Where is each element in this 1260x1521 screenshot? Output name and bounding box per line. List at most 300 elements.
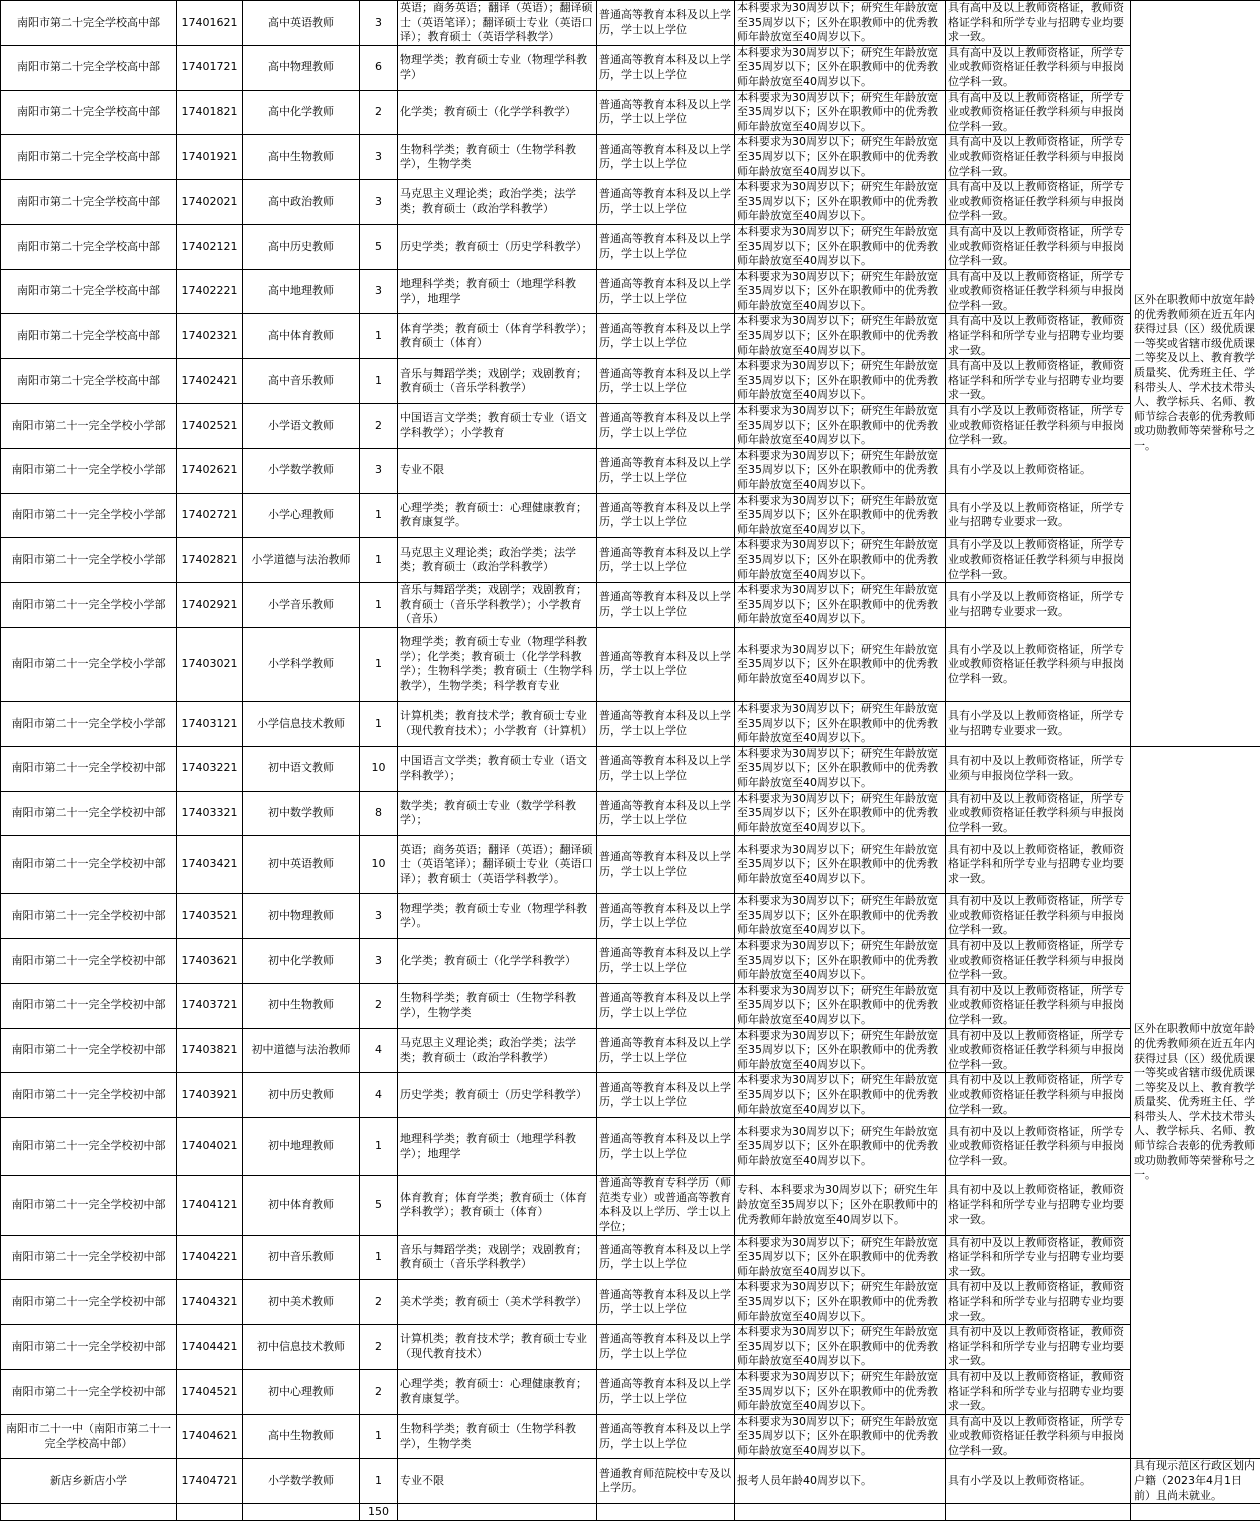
unit-name: 南阳市第二十完全学校高中部 (1, 90, 177, 135)
certificate-requirement: 具有高中及以上教师资格证，所学专业或教师资格证任教学科须与申报岗位学科一致。 (946, 269, 1131, 314)
post-name: 高中生物教师 (243, 135, 360, 180)
headcount: 3 (360, 269, 398, 314)
certificate-requirement: 具有初中及以上教师资格证，所学专业或教师资格证任教学科须与申报岗位学科一致。 (946, 939, 1131, 984)
post-code: 17403721 (177, 983, 243, 1028)
table-row (1, 701, 1260, 746)
post-name: 初中道德与法治教师 (243, 1028, 360, 1073)
age-requirement: 本科要求为30周岁以下；研究生年龄放宽至35周岁以下；区外在职教师中的优秀教师年龄放宽至40周岁以下。 (735, 538, 946, 583)
certificate-requirement: 具有初中及以上教师资格证，教师资格证学科和所学专业与招聘专业均要求一致。 (946, 1235, 1131, 1280)
age-requirement: 本科要求为30周岁以下；研究生年龄放宽至35周岁以下；区外在职教师中的优秀教师年龄放宽至40周岁以下。 (735, 493, 946, 538)
table-row (1, 1235, 1260, 1280)
education-requirement: 普通高等教育本科及以上学历，学士以上学位 (597, 269, 735, 314)
table-row (1, 1, 1260, 46)
post-code: 17402721 (177, 493, 243, 538)
age-requirement: 本科要求为30周岁以下；研究生年龄放宽至35周岁以下；区外在职教师中的优秀教师年龄放宽至40周岁以下。 (735, 1369, 946, 1414)
table-row (1, 45, 1260, 90)
table-row (1, 448, 1260, 493)
unit-name: 南阳市第二十一完全学校小学部 (1, 493, 177, 538)
major-requirement: 英语；商务英语；翻译（英语）；翻译硕士（英语笔译）；翻译硕士专业（英语口译）；教育硕士（英语学科教学） (398, 1, 597, 46)
certificate-requirement: 具有小学及以上教师资格证，所学专业与招聘专业要求一致。 (946, 583, 1131, 628)
education-requirement: 普通高等教育本科及以上学历，学士以上学位 (597, 791, 735, 836)
age-requirement: 本科要求为30周岁以下；研究生年龄放宽至35周岁以下；区外在职教师中的优秀教师年龄放宽至40周岁以下。 (735, 359, 946, 404)
headcount: 2 (360, 90, 398, 135)
note-group-2: 区外在职教师中放宽年龄的优秀教师须在近五年内获得过县（区）级优质课一等奖或省辖市级优质课二等奖及以上、教育教学质量奖、优秀班主任、学科带头人、学术技术带头人、教学标兵、名师、教师节综合表彰的优秀教师或功勋教师等荣誉称号之一。 (1131, 746, 1260, 1459)
education-requirement: 普通高等教育本科及以上学历，学士以上学位 (597, 1118, 735, 1176)
empty-cell (1, 1504, 177, 1521)
post-name: 高中化学教师 (243, 90, 360, 135)
post-name: 初中生物教师 (243, 983, 360, 1028)
table-row (1, 493, 1260, 538)
post-name: 初中化学教师 (243, 939, 360, 984)
major-requirement: 物理学类；教育硕士专业（物理学科教学）；化学类；教育硕士（化学学科教学）；生物科学类；教育硕士（生物学科教学），生物学类；科学教育专业 (398, 627, 597, 701)
major-requirement: 生物科学类；教育硕士（生物学科教学），生物学类 (398, 983, 597, 1028)
age-requirement: 本科要求为30周岁以下；研究生年龄放宽至35周岁以下；区外在职教师中的优秀教师年龄放宽至40周岁以下。 (735, 894, 946, 939)
post-name: 初中历史教师 (243, 1073, 360, 1118)
post-name: 高中地理教师 (243, 269, 360, 314)
education-requirement: 普通高等教育本科及以上学历，学士以上学位 (597, 45, 735, 90)
total-row (1, 1504, 1260, 1521)
major-requirement: 音乐与舞蹈学类；戏剧学；戏剧教育；教育硕士（音乐学科教学） (398, 1235, 597, 1280)
certificate-requirement: 具有初中及以上教师资格证，所学专业或教师资格证任教学科须与申报岗位学科一致。 (946, 1118, 1131, 1176)
major-requirement: 历史学类；教育硕士（历史学科教学） (398, 1073, 597, 1118)
age-requirement: 本科要求为30周岁以下；研究生年龄放宽至35周岁以下；区外在职教师中的优秀教师年龄放宽至40周岁以下。 (735, 791, 946, 836)
post-code: 17402121 (177, 224, 243, 269)
headcount: 1 (360, 1459, 398, 1504)
headcount: 1 (360, 1414, 398, 1459)
unit-name: 南阳市第二十一完全学校初中部 (1, 983, 177, 1028)
age-requirement: 本科要求为30周岁以下；研究生年龄放宽至35周岁以下；区外在职教师中的优秀教师年龄放宽至40周岁以下。 (735, 583, 946, 628)
age-requirement: 本科要求为30周岁以下；研究生年龄放宽至35周岁以下；区外在职教师中的优秀教师年龄放宽至40周岁以下。 (735, 836, 946, 894)
headcount: 2 (360, 1280, 398, 1325)
certificate-requirement: 具有初中及以上教师资格证，教师资格证学科和所学专业与招聘专业均要求一致。 (946, 836, 1131, 894)
certificate-requirement: 具有小学及以上教师资格证，所学专业或教师资格证任教学科须与申报岗位学科一致。 (946, 538, 1131, 583)
table-row (1, 1325, 1260, 1370)
education-requirement: 普通高等教育本科及以上学历，学士以上学位 (597, 983, 735, 1028)
headcount: 1 (360, 538, 398, 583)
post-name: 小学心理教师 (243, 493, 360, 538)
table-row (1, 836, 1260, 894)
table-row (1, 894, 1260, 939)
table-row (1, 180, 1260, 225)
empty-cell (735, 1504, 946, 1521)
post-code: 17403121 (177, 701, 243, 746)
age-requirement: 本科要求为30周岁以下；研究生年龄放宽至35周岁以下；区外在职教师中的优秀教师年龄放宽至40周岁以下。 (735, 983, 946, 1028)
post-code: 17404321 (177, 1280, 243, 1325)
table-row (1, 1118, 1260, 1176)
table-row (1, 1459, 1260, 1504)
table-row (1, 359, 1260, 404)
age-requirement: 本科要求为30周岁以下；研究生年龄放宽至35周岁以下；区外在职教师中的优秀教师年龄放宽至40周岁以下。 (735, 135, 946, 180)
table-row (1, 1176, 1260, 1235)
headcount: 10 (360, 836, 398, 894)
unit-name: 南阳市第二十一完全学校小学部 (1, 583, 177, 628)
major-requirement: 数学类；教育硕士专业（数学学科教学）； (398, 791, 597, 836)
unit-name: 南阳市第二十一完全学校小学部 (1, 701, 177, 746)
headcount: 3 (360, 180, 398, 225)
major-requirement: 专业不限 (398, 448, 597, 493)
unit-name: 南阳市第二十一完全学校小学部 (1, 538, 177, 583)
headcount: 6 (360, 45, 398, 90)
post-name: 小学道德与法治教师 (243, 538, 360, 583)
major-requirement: 音乐与舞蹈学类；戏剧学；戏剧教育；教育硕士（音乐学科教学）；小学教育（音乐） (398, 583, 597, 628)
education-requirement: 普通高等教育本科及以上学历，学士以上学位 (597, 359, 735, 404)
table-row (1, 983, 1260, 1028)
certificate-requirement: 具有小学及以上教师资格证，所学专业与招聘专业要求一致。 (946, 701, 1131, 746)
post-code: 17404721 (177, 1459, 243, 1504)
post-name: 初中数学教师 (243, 791, 360, 836)
unit-name: 南阳市第二十一完全学校小学部 (1, 627, 177, 701)
headcount: 1 (360, 701, 398, 746)
headcount: 4 (360, 1073, 398, 1118)
major-requirement: 中国语言文学类；教育硕士专业（语文学科教学）； (398, 746, 597, 791)
post-name: 初中物理教师 (243, 894, 360, 939)
post-name: 初中心理教师 (243, 1369, 360, 1414)
major-requirement: 历史学类；教育硕士（历史学科教学） (398, 224, 597, 269)
unit-name: 南阳市第二十一完全学校初中部 (1, 1118, 177, 1176)
post-name: 初中美术教师 (243, 1280, 360, 1325)
post-code: 17401921 (177, 135, 243, 180)
table-row (1, 627, 1260, 701)
post-code: 17402221 (177, 269, 243, 314)
post-name: 初中音乐教师 (243, 1235, 360, 1280)
certificate-requirement: 具有小学及以上教师资格证，所学专业或教师资格证任教学科须与申报岗位学科一致。 (946, 627, 1131, 701)
education-requirement: 普通高等教育本科及以上学历，学士以上学位 (597, 448, 735, 493)
education-requirement: 普通高等教育本科及以上学历，学士以上学位 (597, 538, 735, 583)
post-code: 17404421 (177, 1325, 243, 1370)
unit-name: 新店乡新店小学 (1, 1459, 177, 1504)
table-row (1, 90, 1260, 135)
certificate-requirement: 具有初中及以上教师资格证，教师资格证学科和所学专业与招聘专业均要求一致。 (946, 1369, 1131, 1414)
empty-cell (1131, 1504, 1260, 1521)
post-code: 17403921 (177, 1073, 243, 1118)
post-code: 17401821 (177, 90, 243, 135)
education-requirement: 普通高等教育本科及以上学历，学士以上学位 (597, 746, 735, 791)
age-requirement: 专科、本科要求为30周岁以下；研究生年龄放宽至35周岁以下；区外在职教师中的优秀教师年龄放宽至40周岁以下。 (735, 1176, 946, 1235)
age-requirement: 本科要求为30周岁以下；研究生年龄放宽至35周岁以下；区外在职教师中的优秀教师年龄放宽至40周岁以下。 (735, 224, 946, 269)
post-name: 高中物理教师 (243, 45, 360, 90)
post-name: 高中历史教师 (243, 224, 360, 269)
age-requirement: 本科要求为30周岁以下；研究生年龄放宽至35周岁以下；区外在职教师中的优秀教师年龄放宽至40周岁以下。 (735, 627, 946, 701)
certificate-requirement: 具有高中及以上教师资格证，教师资格证学科和所学专业与招聘专业均要求一致。 (946, 314, 1131, 359)
major-requirement: 专业不限 (398, 1459, 597, 1504)
age-requirement: 本科要求为30周岁以下；研究生年龄放宽至35周岁以下；区外在职教师中的优秀教师年龄放宽至40周岁以下。 (735, 1325, 946, 1370)
unit-name: 南阳市第二十一完全学校小学部 (1, 404, 177, 449)
note-last: 具有现示范区行政区划内户籍（2023年4月1日前）且尚未就业。 (1131, 1459, 1260, 1504)
table-body (1, 1, 1260, 1521)
education-requirement: 普通高等教育本科及以上学历，学士以上学位 (597, 1235, 735, 1280)
headcount: 3 (360, 448, 398, 493)
post-name: 小学语文教师 (243, 404, 360, 449)
post-name: 初中地理教师 (243, 1118, 360, 1176)
post-code: 17404521 (177, 1369, 243, 1414)
unit-name: 南阳市第二十一完全学校初中部 (1, 894, 177, 939)
headcount: 10 (360, 746, 398, 791)
note-group-1: 区外在职教师中放宽年龄的优秀教师须在近五年内获得过县（区）级优质课一等奖或省辖市级优质课二等奖及以上、教育教学质量奖、优秀班主任、学科带头人、学术技术带头人、教学标兵、名师、教师节综合表彰的优秀教师或功勋教师等荣誉称号之一。 (1131, 1, 1260, 747)
table-row (1, 939, 1260, 984)
post-name: 高中音乐教师 (243, 359, 360, 404)
unit-name: 南阳市第二十完全学校高中部 (1, 314, 177, 359)
table-row (1, 1280, 1260, 1325)
post-name: 初中体育教师 (243, 1176, 360, 1235)
certificate-requirement: 具有高中及以上教师资格证，所学专业或教师资格证任教学科须与申报岗位学科一致。 (946, 180, 1131, 225)
empty-cell (177, 1504, 243, 1521)
major-requirement: 音乐与舞蹈学类；戏剧学；戏剧教育；教育硕士（音乐学科教学） (398, 359, 597, 404)
major-requirement: 地理科学类；教育硕士（地理学科教学），地理学 (398, 269, 597, 314)
major-requirement: 心理学类；教育硕士：心理健康教育；教育康复学。 (398, 493, 597, 538)
unit-name: 南阳市第二十一完全学校初中部 (1, 1073, 177, 1118)
post-name: 小学音乐教师 (243, 583, 360, 628)
table-row (1, 538, 1260, 583)
headcount: 1 (360, 627, 398, 701)
unit-name: 南阳市第二十一完全学校初中部 (1, 1325, 177, 1370)
certificate-requirement: 具有高中及以上教师资格证，教师资格证学科和所学专业与招聘专业均要求一致。 (946, 359, 1131, 404)
age-requirement: 本科要求为30周岁以下；研究生年龄放宽至35周岁以下；区外在职教师中的优秀教师年龄放宽至40周岁以下。 (735, 90, 946, 135)
headcount: 5 (360, 224, 398, 269)
unit-name: 南阳市第二十一完全学校初中部 (1, 1369, 177, 1414)
age-requirement: 本科要求为30周岁以下；研究生年龄放宽至35周岁以下；区外在职教师中的优秀教师年龄放宽至40周岁以下。 (735, 1280, 946, 1325)
certificate-requirement: 具有小学及以上教师资格证，所学专业与招聘专业要求一致。 (946, 493, 1131, 538)
table-row (1, 314, 1260, 359)
headcount: 2 (360, 404, 398, 449)
major-requirement: 马克思主义理论类；政治学类；法学类；教育硕士（政治学科教学） (398, 180, 597, 225)
age-requirement: 本科要求为30周岁以下；研究生年龄放宽至35周岁以下；区外在职教师中的优秀教师年龄放宽至40周岁以下。 (735, 269, 946, 314)
post-name: 初中信息技术教师 (243, 1325, 360, 1370)
age-requirement: 本科要求为30周岁以下；研究生年龄放宽至35周岁以下；区外在职教师中的优秀教师年龄放宽至40周岁以下。 (735, 448, 946, 493)
certificate-requirement: 具有高中及以上教师资格证，所学专业或教师资格证任教学科须与申报岗位学科一致。 (946, 90, 1131, 135)
certificate-requirement: 具有小学及以上教师资格证。 (946, 1459, 1131, 1504)
age-requirement: 本科要求为30周岁以下；研究生年龄放宽至35周岁以下；区外在职教师中的优秀教师年龄放宽至40周岁以下。 (735, 1028, 946, 1073)
major-requirement: 马克思主义理论类；政治学类；法学类；教育硕士（政治学科教学） (398, 538, 597, 583)
table-row (1, 1028, 1260, 1073)
post-code: 17403821 (177, 1028, 243, 1073)
age-requirement: 本科要求为30周岁以下；研究生年龄放宽至35周岁以下；区外在职教师中的优秀教师年龄放宽至40周岁以下。 (735, 1073, 946, 1118)
certificate-requirement: 具有初中及以上教师资格证，教师资格证学科和所学专业与招聘专业均要求一致。 (946, 1325, 1131, 1370)
post-code: 17403421 (177, 836, 243, 894)
table-row (1, 583, 1260, 628)
certificate-requirement: 具有小学及以上教师资格证。 (946, 448, 1131, 493)
age-requirement: 本科要求为30周岁以下；研究生年龄放宽至35周岁以下；区外在职教师中的优秀教师年龄放宽至40周岁以下。 (735, 939, 946, 984)
unit-name: 南阳市第二十完全学校高中部 (1, 135, 177, 180)
certificate-requirement: 具有小学及以上教师资格证，所学专业或教师资格证任教学科须与申报岗位学科一致。 (946, 404, 1131, 449)
age-requirement: 本科要求为30周岁以下；研究生年龄放宽至35周岁以下；区外在职教师中的优秀教师年龄放宽至40周岁以下。 (735, 1235, 946, 1280)
empty-cell (597, 1504, 735, 1521)
table-row (1, 1369, 1260, 1414)
major-requirement: 生物科学类；教育硕士（生物学科教学），生物学类 (398, 1414, 597, 1459)
education-requirement: 普通高等教育本科及以上学历，学士以上学位 (597, 314, 735, 359)
age-requirement: 本科要求为30周岁以下；研究生年龄放宽至35周岁以下；区外在职教师中的优秀教师年龄放宽至40周岁以下。 (735, 404, 946, 449)
education-requirement: 普通高等教育本科及以上学历，学士以上学位 (597, 701, 735, 746)
post-code: 17403221 (177, 746, 243, 791)
headcount: 5 (360, 1176, 398, 1235)
post-code: 17401721 (177, 45, 243, 90)
post-code: 17404121 (177, 1176, 243, 1235)
certificate-requirement: 具有高中及以上教师资格证，所学专业或教师资格证任教学科须与申报岗位学科一致。 (946, 1414, 1131, 1459)
major-requirement: 英语；商务英语；翻译（英语）；翻译硕士（英语笔译）；翻译硕士专业（英语口译）；教育硕士（英语学科教学）。 (398, 836, 597, 894)
post-code: 17403021 (177, 627, 243, 701)
age-requirement: 本科要求为30周岁以下；研究生年龄放宽至35周岁以下；区外在职教师中的优秀教师年龄放宽至40周岁以下。 (735, 746, 946, 791)
education-requirement: 普通高等教育本科及以上学历，学士以上学位 (597, 894, 735, 939)
total-count: 150 (360, 1504, 398, 1521)
education-requirement: 普通高等教育本科及以上学历，学士以上学位 (597, 1369, 735, 1414)
major-requirement: 生物科学类；教育硕士（生物学科教学），生物学类 (398, 135, 597, 180)
post-code: 17403521 (177, 894, 243, 939)
unit-name: 南阳市第二十一完全学校初中部 (1, 939, 177, 984)
headcount: 8 (360, 791, 398, 836)
education-requirement: 普通高等教育专科学历（师范类专业）或普通高等教育本科及以上学历、学士以上学位； (597, 1176, 735, 1235)
certificate-requirement: 具有高中及以上教师资格证，教师资格证学科和所学专业与招聘专业均要求一致。 (946, 1, 1131, 46)
post-name: 小学信息技术教师 (243, 701, 360, 746)
table-row (1, 404, 1260, 449)
post-name: 小学数学教师 (243, 448, 360, 493)
table-row (1, 746, 1260, 791)
post-code: 17402921 (177, 583, 243, 628)
headcount: 1 (360, 583, 398, 628)
age-requirement: 报考人员年龄40周岁以下。 (735, 1459, 946, 1504)
certificate-requirement: 具有高中及以上教师资格证，所学专业或教师资格证任教学科须与申报岗位学科一致。 (946, 45, 1131, 90)
headcount: 1 (360, 359, 398, 404)
unit-name: 南阳市第二十完全学校高中部 (1, 1, 177, 46)
major-requirement: 计算机类；教育技术学；教育硕士专业（现代教育技术） (398, 1325, 597, 1370)
unit-name: 南阳市第二十一完全学校初中部 (1, 1176, 177, 1235)
post-code: 17402621 (177, 448, 243, 493)
age-requirement: 本科要求为30周岁以下；研究生年龄放宽至35周岁以下；区外在职教师中的优秀教师年龄放宽至40周岁以下。 (735, 314, 946, 359)
post-name: 初中英语教师 (243, 836, 360, 894)
certificate-requirement: 具有初中及以上教师资格证，所学专业或教师资格证任教学科须与申报岗位学科一致。 (946, 894, 1131, 939)
education-requirement: 普通高等教育本科及以上学历，学士以上学位 (597, 583, 735, 628)
post-name: 小学科学教师 (243, 627, 360, 701)
unit-name: 南阳市第二十一完全学校小学部 (1, 448, 177, 493)
education-requirement: 普通高等教育本科及以上学历，学士以上学位 (597, 1325, 735, 1370)
empty-cell (946, 1504, 1131, 1521)
table-row (1, 224, 1260, 269)
post-code: 17403321 (177, 791, 243, 836)
post-code: 17404021 (177, 1118, 243, 1176)
education-requirement: 普通高等教育本科及以上学历，学士以上学位 (597, 939, 735, 984)
unit-name: 南阳市第二十完全学校高中部 (1, 269, 177, 314)
age-requirement: 本科要求为30周岁以下；研究生年龄放宽至35周岁以下；区外在职教师中的优秀教师年龄放宽至40周岁以下。 (735, 45, 946, 90)
headcount: 1 (360, 1235, 398, 1280)
education-requirement: 普通高等教育本科及以上学历，学士以上学位 (597, 1028, 735, 1073)
unit-name: 南阳市第二十完全学校高中部 (1, 359, 177, 404)
education-requirement: 普通高等教育本科及以上学历，学士以上学位 (597, 1, 735, 46)
unit-name: 南阳市第二十完全学校高中部 (1, 180, 177, 225)
education-requirement: 普通高等教育本科及以上学历，学士以上学位 (597, 1414, 735, 1459)
major-requirement: 化学类；教育硕士（化学学科教学） (398, 90, 597, 135)
major-requirement: 美术学类；教育硕士（美术学科教学） (398, 1280, 597, 1325)
post-name: 高中体育教师 (243, 314, 360, 359)
post-code: 17402821 (177, 538, 243, 583)
headcount: 3 (360, 135, 398, 180)
headcount: 1 (360, 493, 398, 538)
education-requirement: 普通高等教育本科及以上学历，学士以上学位 (597, 135, 735, 180)
certificate-requirement: 具有初中及以上教师资格证，所学专业须与申报岗位学科一致。 (946, 746, 1131, 791)
education-requirement: 普通高等教育本科及以上学历，学士以上学位 (597, 224, 735, 269)
headcount: 3 (360, 894, 398, 939)
unit-name: 南阳市第二十一完全学校初中部 (1, 836, 177, 894)
headcount: 3 (360, 1, 398, 46)
certificate-requirement: 具有初中及以上教师资格证，所学专业或教师资格证任教学科须与申报岗位学科一致。 (946, 1028, 1131, 1073)
unit-name: 南阳市第二十一完全学校初中部 (1, 1280, 177, 1325)
table-row (1, 1414, 1260, 1459)
post-name: 高中英语教师 (243, 1, 360, 46)
post-name: 小学数学教师 (243, 1459, 360, 1504)
certificate-requirement: 具有初中及以上教师资格证，所学专业或教师资格证任教学科须与申报岗位学科一致。 (946, 983, 1131, 1028)
post-code: 17402021 (177, 180, 243, 225)
age-requirement: 本科要求为30周岁以下；研究生年龄放宽至35周岁以下；区外在职教师中的优秀教师年龄放宽至40周岁以下。 (735, 180, 946, 225)
headcount: 2 (360, 983, 398, 1028)
table-row (1, 269, 1260, 314)
major-requirement: 体育学类；教育硕士（体育学科教学）；教育硕士（体育） (398, 314, 597, 359)
post-name: 高中政治教师 (243, 180, 360, 225)
headcount: 2 (360, 1325, 398, 1370)
post-code: 17404221 (177, 1235, 243, 1280)
education-requirement: 普通高等教育本科及以上学历，学士以上学位 (597, 836, 735, 894)
post-code: 17402521 (177, 404, 243, 449)
empty-cell (398, 1504, 597, 1521)
post-code: 17404621 (177, 1414, 243, 1459)
headcount: 1 (360, 1118, 398, 1176)
unit-name: 南阳市第二十一完全学校初中部 (1, 1235, 177, 1280)
headcount: 4 (360, 1028, 398, 1073)
unit-name: 南阳市第二十完全学校高中部 (1, 45, 177, 90)
post-name: 高中生物教师 (243, 1414, 360, 1459)
unit-name: 南阳市第二十一完全学校初中部 (1, 791, 177, 836)
unit-name: 南阳市第二十一完全学校初中部 (1, 1028, 177, 1073)
education-requirement: 普通高等教育本科及以上学历，学士以上学位 (597, 90, 735, 135)
certificate-requirement: 具有初中及以上教师资格证，教师资格证学科和所学专业与招聘专业均要求一致。 (946, 1280, 1131, 1325)
unit-name: 南阳市第二十完全学校高中部 (1, 224, 177, 269)
major-requirement: 中国语言文学类；教育硕士专业（语文学科教学）；小学教育 (398, 404, 597, 449)
headcount: 2 (360, 1369, 398, 1414)
age-requirement: 本科要求为30周岁以下；研究生年龄放宽至35周岁以下；区外在职教师中的优秀教师年龄放宽至40周岁以下。 (735, 701, 946, 746)
post-code: 17403621 (177, 939, 243, 984)
unit-name: 南阳市第二十一完全学校初中部 (1, 746, 177, 791)
certificate-requirement: 具有高中及以上教师资格证，所学专业或教师资格证任教学科须与申报岗位学科一致。 (946, 224, 1131, 269)
table-row (1, 135, 1260, 180)
headcount: 1 (360, 314, 398, 359)
education-requirement: 普通高等教育本科及以上学历，学士以上学位 (597, 1280, 735, 1325)
post-code: 17402421 (177, 359, 243, 404)
education-requirement: 普通高等教育本科及以上学历，学士以上学位 (597, 627, 735, 701)
education-requirement: 普通高等教育本科及以上学历，学士以上学位 (597, 493, 735, 538)
post-code: 17401621 (177, 1, 243, 46)
major-requirement: 计算机类；教育技术学；教育硕士专业（现代教育技术）；小学教育（计算机） (398, 701, 597, 746)
unit-name: 南阳市二十一中（南阳市第二十一完全学校高中部） (1, 1414, 177, 1459)
table-row (1, 1073, 1260, 1118)
headcount: 3 (360, 939, 398, 984)
age-requirement: 本科要求为30周岁以下；研究生年龄放宽至35周岁以下；区外在职教师中的优秀教师年龄放宽至40周岁以下。 (735, 1118, 946, 1176)
major-requirement: 心理学类；教育硕士：心理健康教育；教育康复学。 (398, 1369, 597, 1414)
major-requirement: 体育教育；体育学类；教育硕士（体育学科教学）；教育硕士（体育） (398, 1176, 597, 1235)
education-requirement: 普通高等教育本科及以上学历，学士以上学位 (597, 1073, 735, 1118)
education-requirement: 普通教育师范院校中专及以上学历。 (597, 1459, 735, 1504)
age-requirement: 本科要求为30周岁以下；研究生年龄放宽至35周岁以下；区外在职教师中的优秀教师年龄放宽至40周岁以下。 (735, 1, 946, 46)
table-row (1, 791, 1260, 836)
major-requirement: 物理学类；教育硕士专业（物理学科教学）。 (398, 894, 597, 939)
certificate-requirement: 具有初中及以上教师资格证，所学专业或教师资格证任教学科须与申报岗位学科一致。 (946, 791, 1131, 836)
post-code: 17402321 (177, 314, 243, 359)
major-requirement: 地理科学类；教育硕士（地理学科教学）；地理学 (398, 1118, 597, 1176)
education-requirement: 普通高等教育本科及以上学历，学士以上学位 (597, 180, 735, 225)
certificate-requirement: 具有初中及以上教师资格证，所学专业或教师资格证任教学科须与申报岗位学科一致。 (946, 1073, 1131, 1118)
post-name: 初中语文教师 (243, 746, 360, 791)
certificate-requirement: 具有高中及以上教师资格证，所学专业或教师资格证任教学科须与申报岗位学科一致。 (946, 135, 1131, 180)
major-requirement: 物理学类；教育硕士专业（物理学科教学） (398, 45, 597, 90)
empty-cell (243, 1504, 360, 1521)
major-requirement: 马克思主义理论类；政治学类；法学类；教育硕士（政治学科教学） (398, 1028, 597, 1073)
age-requirement: 本科要求为30周岁以下；研究生年龄放宽至35周岁以下；区外在职教师中的优秀教师年龄放宽至40周岁以下。 (735, 1414, 946, 1459)
major-requirement: 化学类；教育硕士（化学学科教学） (398, 939, 597, 984)
